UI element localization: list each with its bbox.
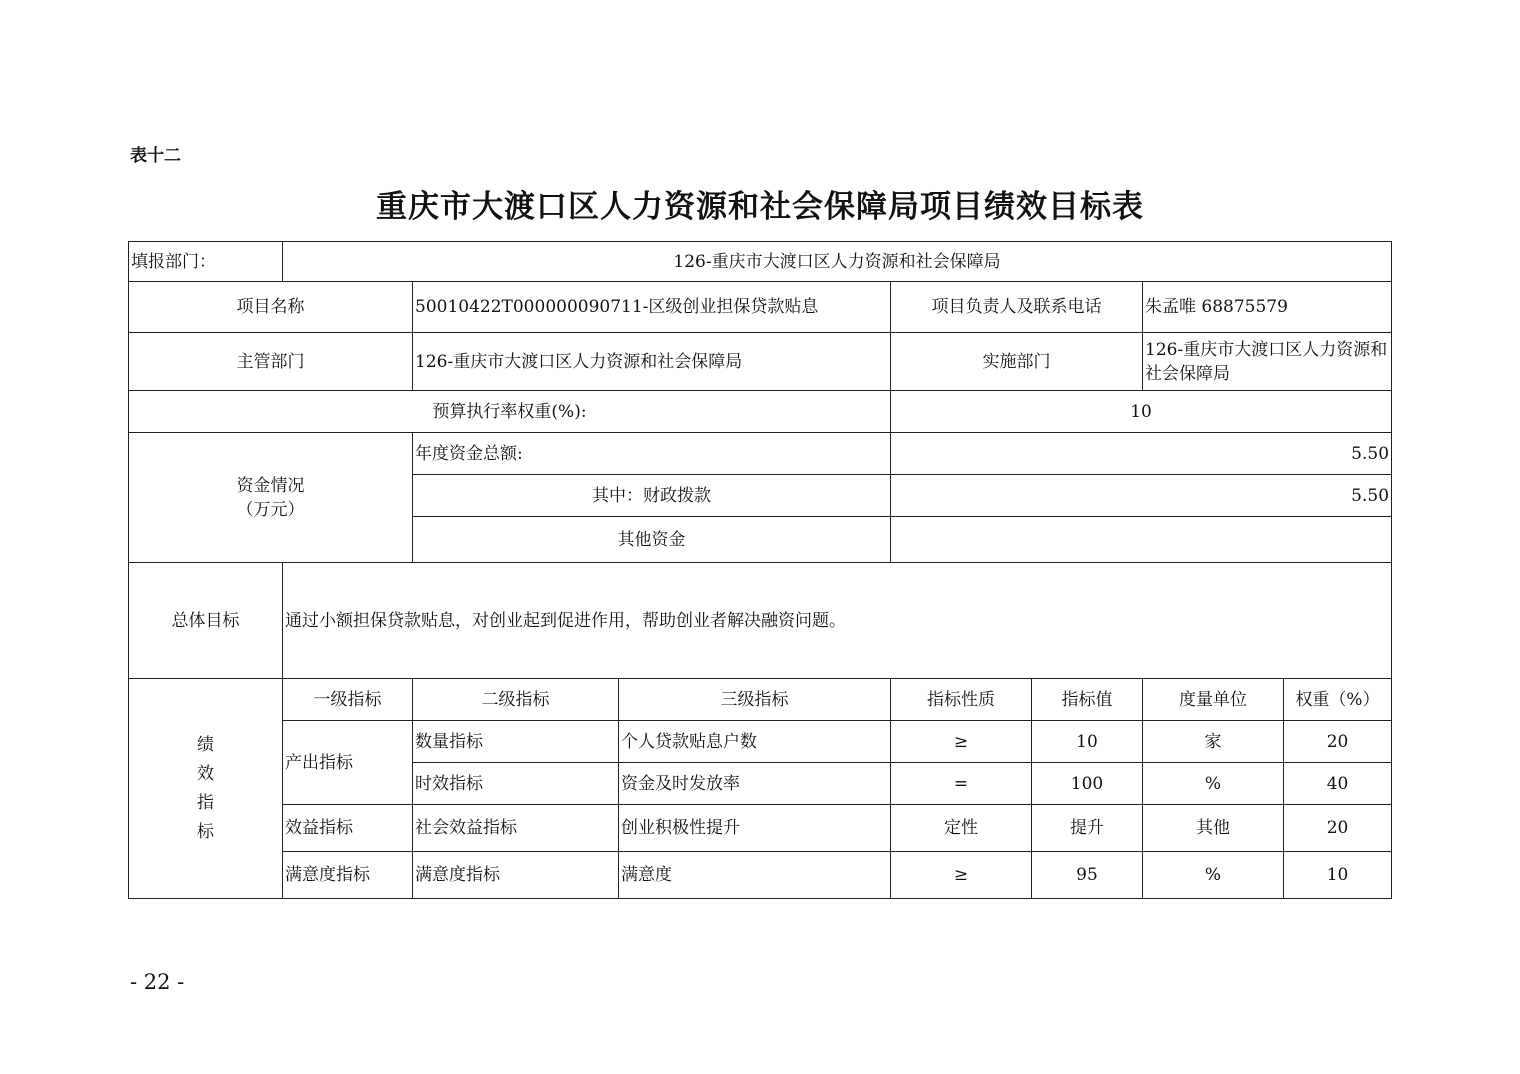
project-name-row — [129, 282, 1392, 333]
level1-cell: 效益指标 — [283, 805, 413, 852]
level3-cell: 创业积极性提升 — [619, 805, 891, 852]
column-header: 一级指标 — [283, 679, 413, 721]
column-header: 指标值 — [1032, 679, 1143, 721]
weight-cell: 40 — [1284, 763, 1392, 805]
funds-total-row — [129, 433, 1392, 475]
budget-weight-value: 10 — [891, 391, 1392, 433]
page-number: - 22 - — [130, 970, 185, 994]
value-cell: 10 — [1032, 721, 1143, 763]
owner-value: 朱孟唯 68875579 — [1143, 282, 1392, 333]
unit-cell: 其他 — [1143, 805, 1284, 852]
owner-label: 项目负责人及联系电话 — [891, 282, 1143, 333]
level3-cell: 个人贷款贴息户数 — [619, 721, 891, 763]
section-char: 绩 — [197, 734, 214, 755]
goal-text: 通过小额担保贷款贴息，对创业起到促进作用，帮助创业者解决融资问题。 — [283, 563, 1392, 679]
column-header: 三级指标 — [619, 679, 891, 721]
level1-cell: 满意度指标 — [283, 852, 413, 899]
table-row — [129, 805, 1392, 852]
section-char: 标 — [197, 821, 214, 842]
admin-dept-label: 主管部门 — [129, 333, 413, 391]
funds-other-value — [891, 517, 1392, 563]
funds-total-value: 5.50 — [891, 433, 1392, 475]
page-title: 重庆市大渡口区人力资源和社会保障局项目绩效目标表 — [376, 189, 1144, 225]
column-header: 度量单位 — [1143, 679, 1284, 721]
funds-label-line2: （万元） — [236, 499, 305, 520]
weight-cell: 20 — [1284, 721, 1392, 763]
table-label: 表十二 — [130, 146, 181, 166]
goal-row — [129, 563, 1392, 679]
funds-total-label: 年度资金总额: — [413, 433, 891, 475]
indicator-section-label — [129, 679, 283, 899]
value-cell: 提升 — [1032, 805, 1143, 852]
column-header: 指标性质 — [891, 679, 1032, 721]
level2-cell: 数量指标 — [413, 721, 619, 763]
unit-cell: % — [1143, 763, 1284, 805]
fill-dept-row — [129, 242, 1392, 282]
section-char: 指 — [197, 792, 214, 813]
funds-label-line1: 资金情况 — [236, 475, 305, 496]
weight-cell: 20 — [1284, 805, 1392, 852]
weight-cell: 10 — [1284, 852, 1392, 899]
level2-cell: 满意度指标 — [413, 852, 619, 899]
project-name-value: 50010422T000000090711-区级创业担保贷款贴息 — [413, 282, 891, 333]
impl-dept-label: 实施部门 — [891, 333, 1143, 391]
performance-target-table — [128, 241, 1392, 899]
value-cell: 95 — [1032, 852, 1143, 899]
admin-dept-value: 126-重庆市大渡口区人力资源和社会保障局 — [413, 333, 891, 391]
unit-cell: % — [1143, 852, 1284, 899]
nature-cell: ≥ — [891, 852, 1032, 899]
level2-cell: 社会效益指标 — [413, 805, 619, 852]
nature-cell: 定性 — [891, 805, 1032, 852]
funds-fiscal-label: 其中：财政拨款 — [413, 475, 891, 517]
level1-cell: 产出指标 — [283, 721, 413, 805]
funds-other-label: 其他资金 — [413, 517, 891, 563]
budget-weight-row — [129, 391, 1392, 433]
table-row — [129, 852, 1392, 899]
table-row — [129, 721, 1392, 763]
fill-dept-label: 填报部门： — [129, 242, 283, 282]
dept-row — [129, 333, 1392, 391]
column-header: 二级指标 — [413, 679, 619, 721]
level2-cell: 时效指标 — [413, 763, 619, 805]
section-char: 效 — [197, 763, 214, 784]
indicator-header-row — [129, 679, 1392, 721]
column-header: 权重（%） — [1284, 679, 1392, 721]
funds-label — [129, 433, 413, 563]
level3-cell: 满意度 — [619, 852, 891, 899]
nature-cell: = — [891, 763, 1032, 805]
project-name-label: 项目名称 — [129, 282, 413, 333]
unit-cell: 家 — [1143, 721, 1284, 763]
nature-cell: ≥ — [891, 721, 1032, 763]
value-cell: 100 — [1032, 763, 1143, 805]
level3-cell: 资金及时发放率 — [619, 763, 891, 805]
impl-dept-value: 126-重庆市大渡口区人力资源和社会保障局 — [1143, 333, 1392, 391]
funds-fiscal-value: 5.50 — [891, 475, 1392, 517]
budget-weight-label: 预算执行率权重(%): — [129, 391, 891, 433]
fill-dept-value: 126-重庆市大渡口区人力资源和社会保障局 — [283, 242, 1392, 282]
goal-label: 总体目标 — [129, 563, 283, 679]
